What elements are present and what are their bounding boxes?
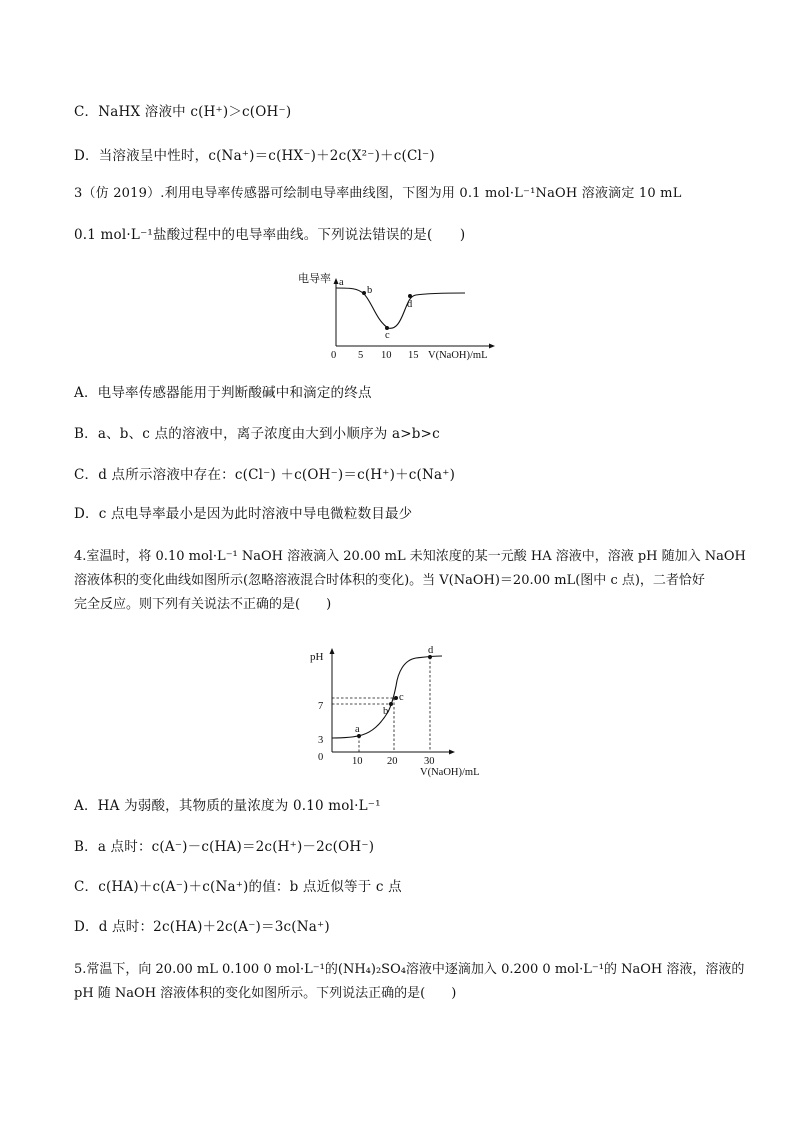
q3-stem-line1: 3（仿 2019）.利用电导率传感器可绘制电导率曲线图，下图为用 0.1 mol·L⁻¹NaOH 溶液滴定 10 mL: [74, 186, 682, 201]
q2-option-c: C．NaHX 溶液中 c(H⁺)＞c(OH⁻): [74, 104, 292, 120]
q5-stem-line2: pH 随 NaOH 溶液体积的变化如图所示。下列说法正确的是( ): [74, 986, 457, 1001]
q4-stem-line2: 溶液体积的变化曲线如图所示(忽略溶液混合时体积的变化)。当 V(NaOH)＝20.00 mL(图中 c 点)，二者恰好: [74, 573, 705, 588]
q4-option-a: A．HA 为弱酸，其物质的量浓度为 0.10 mol·L⁻¹: [74, 798, 381, 814]
point-b: [389, 702, 393, 706]
y-axis-label: 电导率: [298, 273, 331, 285]
point-b-label: b: [383, 706, 389, 717]
point-c-label: c: [385, 330, 390, 341]
q2-option-d: D．当溶液呈中性时，c(Na⁺)＝c(HX⁻)＋2c(X²⁻)＋c(Cl⁻): [74, 148, 435, 164]
y-axis-arrow: [330, 648, 335, 654]
ph-curve: [332, 656, 442, 738]
ph-chart: [300, 640, 510, 780]
q4-option-c: C．c(HA)＋c(A⁻)＋c(Na⁺)的值：b 点近似等于 c 点: [74, 879, 402, 895]
q3-option-a: A．电导率传感器能用于判断酸碱中和滴定的终点: [74, 385, 372, 401]
q5-stem-line1: 5.常温下，向 20.00 mL 0.100 0 mol·L⁻¹的(NH₄)₂SO₄溶液中逐滴加入 0.200 0 mol·L⁻¹的 NaOH 溶液，溶液的: [74, 962, 745, 977]
x-axis-arrow: [489, 344, 495, 349]
x-tick-10: 10: [352, 756, 363, 767]
conductivity-chart: [290, 264, 510, 364]
q4-option-d: D．d 点时：2c(HA)＋2c(A⁻)＝3c(Na⁺): [74, 919, 330, 935]
y-axis-label: pH: [310, 651, 324, 663]
point-b: [362, 291, 366, 295]
x-tick-15: 15: [408, 350, 419, 361]
q4-stem-line1: 4.室温时，将 0.10 mol·L⁻¹ NaOH 溶液滴入 20.00 mL 未知浓度的某一元酸 HA 溶液中，溶液 pH 随加入 NaOH: [74, 549, 746, 564]
point-c-label: c: [399, 692, 404, 703]
point-c: [394, 696, 398, 700]
point-b-label: b: [367, 285, 373, 296]
q5-stem: [74, 958, 745, 1006]
x-axis-label: V(NaOH)/mL: [428, 350, 488, 361]
x-tick-10: 10: [381, 350, 392, 361]
q3-option-b: B．a、b、c 点的溶液中，离子浓度由大到小顺序为 a>b>c: [74, 426, 440, 442]
x-axis-arrow: [449, 750, 455, 755]
q4-stem-line3: 完全反应。则下列有关说法不正确的是( ): [74, 597, 332, 612]
q3-option-c: C．d 点所示溶液中存在：c(Cl⁻) ＋c(OH⁻)＝c(H⁺)＋c(Na⁺): [74, 467, 456, 483]
x-tick-30: 30: [424, 756, 435, 767]
y-tick-3: 3: [318, 735, 324, 746]
q3-stem-line2: 0.1 mol·L⁻¹盐酸过程中的电导率曲线。下列说法错误的是( ): [74, 227, 466, 243]
point-a-label: a: [339, 277, 344, 288]
x-tick-20: 20: [387, 756, 398, 767]
q4-stem: [74, 545, 746, 617]
point-d-label: d: [407, 299, 413, 310]
y-axis-arrow: [334, 278, 339, 284]
x-tick-5: 5: [358, 350, 364, 361]
conductivity-curve: [336, 288, 465, 328]
point-a-label: a: [355, 724, 360, 735]
q3-option-d: D．c 点电导率最小是因为此时溶液中导电微粒数目最少: [74, 506, 413, 522]
y-tick-7: 7: [318, 701, 324, 712]
point-d-label: d: [428, 645, 434, 656]
q4-option-b: B．a 点时：c(A⁻)－c(HA)＝2c(H⁺)－2c(OH⁻): [74, 839, 375, 855]
point-d: [408, 294, 412, 298]
origin-label: 0: [318, 752, 324, 763]
x-tick-0: 0: [331, 350, 337, 361]
x-axis-label: V(NaOH)/mL: [420, 767, 480, 778]
